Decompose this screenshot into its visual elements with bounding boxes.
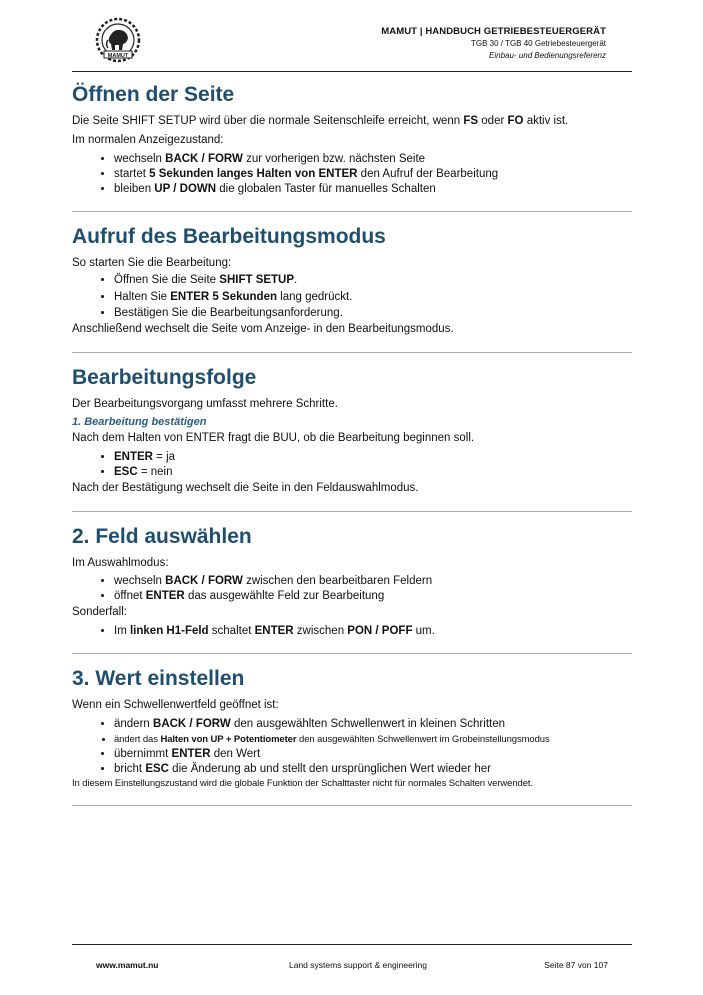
list-item: • Öffnen Sie die Seite SHIFT SETUP. [114, 272, 632, 289]
list-item: • ändern BACK / FORW den ausgewählten Schwellenwert in kleinen Schritten [114, 717, 632, 732]
document-subtitle: TGB 30 / TGB 40 Getriebesteuergerät [470, 39, 606, 48]
list-item: • wechseln BACK / FORW zur vorherigen bzw. nächsten Seite [114, 152, 632, 167]
section-divider [72, 653, 632, 654]
paragraph: Nach der Bestätigung wechselt die Seite in den Feldauswahlmodus. [72, 482, 419, 494]
section-select-field [72, 522, 632, 654]
footer-tagline: Land systems support & engineering [289, 960, 427, 970]
list-item: • ändert das Halten von UP + Potentiometer den ausgewählten Schwellenwert im Grobeinstellungsmodus [114, 732, 632, 747]
paragraph: Die Seite SHIFT SETUP wird über die normale Seitenschleife erreicht, wenn FS oder FO aktiv ist. [72, 115, 569, 127]
mamut-logo [94, 16, 142, 64]
paragraph: Im normalen Anzeigezustand: [72, 134, 224, 146]
section-heading: 2. Feld auswählen [72, 525, 252, 548]
paragraph: Anschließend wechselt die Seite vom Anzeige- in den Bearbeitungsmodus. [72, 323, 454, 335]
paragraph: In diesem Einstellungszustand wird die globale Funktion der Schalttaster nicht für normales Schalten verwendet. [72, 778, 533, 789]
section-heading: Aufruf des Bearbeitungsmodus [72, 225, 386, 248]
bullet-list [72, 152, 632, 197]
list-item: • übernimmt ENTER den Wert [114, 747, 632, 762]
section-open-page [72, 80, 632, 212]
section-edit-sequence [72, 363, 632, 512]
paragraph: So starten Sie die Bearbeitung: [72, 257, 232, 269]
document-subtitle-2: Einbau- und Bedienungsreferenz [489, 51, 606, 60]
header-divider [72, 71, 632, 72]
section-set-value [72, 664, 632, 806]
paragraph: Im Auswahlmodus: [72, 557, 169, 569]
list-item: • wechseln BACK / FORW zwischen den bearbeitbaren Feldern [114, 574, 632, 589]
section-edit-mode [72, 222, 632, 353]
list-item: • Im linken H1-Feld schaltet ENTER zwischen PON / POFF um. [114, 624, 632, 639]
page-content [72, 80, 632, 816]
bullet-list [72, 574, 632, 604]
section-heading: 3. Wert einstellen [72, 667, 245, 690]
list-item: • bleiben UP / DOWN die globalen Taster für manuelles Schalten [114, 182, 632, 197]
section-heading: Bearbeitungsfolge [72, 366, 257, 389]
bullet-list [72, 450, 632, 480]
logo-text: MAMUT [107, 53, 129, 59]
section-divider [72, 511, 632, 512]
section-heading: Öffnen der Seite [72, 83, 235, 106]
list-item: • ESC = nein [114, 465, 632, 480]
section-divider [72, 352, 632, 353]
page-header [72, 16, 632, 72]
list-item: • öffnet ENTER das ausgewählte Feld zur Bearbeitung [114, 589, 632, 604]
subheading: 1. Bearbeitung bestätigen [72, 416, 207, 428]
bullet-list [72, 717, 632, 777]
paragraph: Sonderfall: [72, 606, 127, 618]
list-item: • ENTER = ja [114, 450, 632, 465]
list-item: • startet 5 Sekunden langes Halten von ENTER den Aufruf der Bearbeitung [114, 167, 632, 182]
bullet-list [72, 272, 632, 321]
bullet-list [72, 624, 632, 639]
paragraph: Der Bearbeitungsvorgang umfasst mehrere Schritte. [72, 398, 338, 410]
list-item: • bricht ESC die Änderung ab und stellt den ursprünglichen Wert wieder her [114, 762, 632, 777]
paragraph: Wenn ein Schwellenwertfeld geöffnet ist: [72, 699, 279, 711]
list-item: • Bestätigen Sie die Bearbeitungsanforderung. [114, 306, 632, 321]
document-title: MAMUT | HANDBUCH GETRIEBESTEUERGERÄT [381, 26, 606, 37]
page-number: Seite 87 von 107 [544, 960, 608, 970]
footer-divider [72, 944, 632, 945]
list-item: • Halten Sie ENTER 5 Sekunden lang gedrückt. [114, 289, 632, 306]
section-divider [72, 805, 632, 806]
section-divider [72, 211, 632, 212]
paragraph: Nach dem Halten von ENTER fragt die BUU, ob die Bearbeitung beginnen soll. [72, 432, 475, 444]
footer-website-link[interactable]: www.mamut.nu [96, 960, 159, 970]
